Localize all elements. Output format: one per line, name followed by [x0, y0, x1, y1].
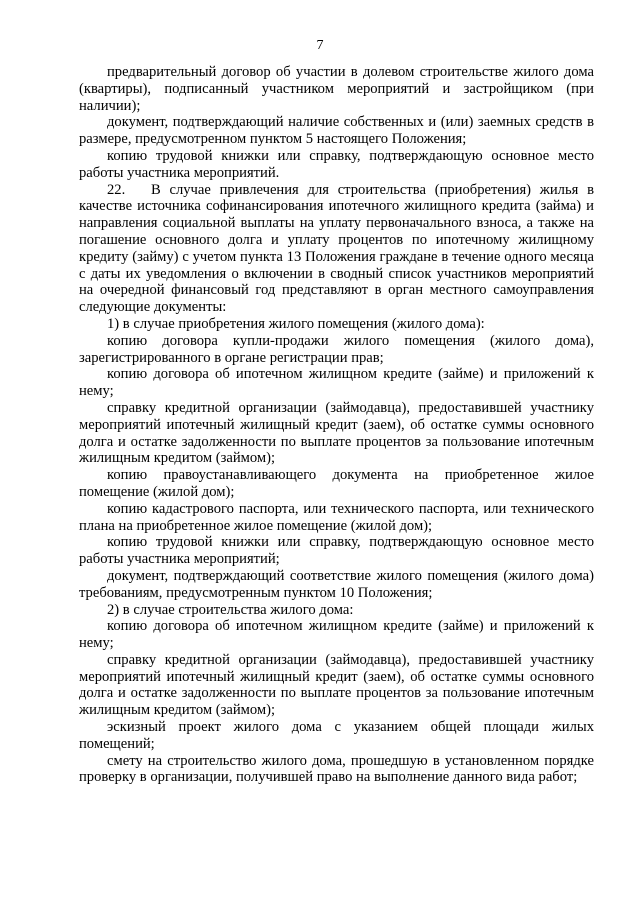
list-item: копию трудовой книжки или справку, подтверждающую основное место работы участника мероприятий; [79, 534, 594, 568]
paragraph: копию трудовой книжки или справку, подтверждающую основное место работы участника мероприятий. [79, 147, 594, 181]
list-item: копию кадастрового паспорта, или технического паспорта, или технического плана на приобретенное жилое помещение (жилой дом); [79, 500, 594, 534]
list-item: копию правоустанавливающего документа на приобретенное жилое помещение (жилой дом); [79, 467, 594, 500]
section-2-heading: 2) в случае строительства жилого дома: [107, 601, 354, 618]
clause-22 [79, 182, 594, 316]
paragraph: документ, подтверждающий наличие собственных и (или) заемных средств в размере, предусмотренном пунктом 5 настоящего Положения; [79, 114, 594, 148]
list-item: документ, подтверждающий соответствие жилого помещения (жилого дома) требованиям, предусмотренным пунктом 10 Положения; [79, 567, 594, 601]
clause-number: 22. [107, 181, 126, 198]
list-item: эскизный проект жилого дома с указанием общей площади жилых помещений; [79, 719, 594, 752]
clause-text: В случае привлечения для строительства (приобретения) жилья в качестве источника софинансирования ипотечного жилищного кредита (займа) и направления социальной выплаты на уплату первоначального взноса, а также на погашение основного долга и уплату процентов по ипотечному жилищному кредиту (займу) с учетом пункта 13 Положения граждане в течение одного месяца с даты их уведомления о включении в сводный список участников мероприятий на очередной финансовый год представляют в орган местного самоуправления следующие документы: [79, 181, 594, 316]
page-number: 7 [316, 38, 324, 53]
section-1-heading: 1) в случае приобретения жилого помещения (жилого дома): [107, 315, 485, 332]
document-body [79, 64, 594, 786]
list-item: копию договора об ипотечном жилищном кредите (займе) и приложений к нему; [79, 618, 594, 652]
list-item: смету на строительство жилого дома, прошедшую в установленном порядке проверку в организации, получившей право на выполнение данного вида работ; [79, 752, 594, 786]
list-item: копию договора купли-продажи жилого помещения (жилого дома), зарегистрированного в органе регистрации прав; [79, 332, 594, 366]
list-item: копию договора об ипотечном жилищном кредите (займе) и приложений к нему; [79, 366, 594, 400]
list-item: справку кредитной организации (займодавца), предоставившей участнику мероприятий ипотечный жилищный кредит (заем), об остатке суммы основного долга и остатке задолженности по выплате процентов за пользование ипотечным жилищным кредитом (займом); [79, 399, 594, 467]
list-item: справку кредитной организации (займодавца), предоставившей участнику мероприятий ипотечный жилищный кредит (заем), об остатке суммы основного долга и остатке задолженности по выплате процентов за пользование ипотечным жилищным кредитом (займом); [79, 651, 594, 719]
paragraph: предварительный договор об участии в долевом строительстве жилого дома (квартиры), подписанный участником мероприятий и застройщиком (при наличии); [79, 64, 594, 114]
